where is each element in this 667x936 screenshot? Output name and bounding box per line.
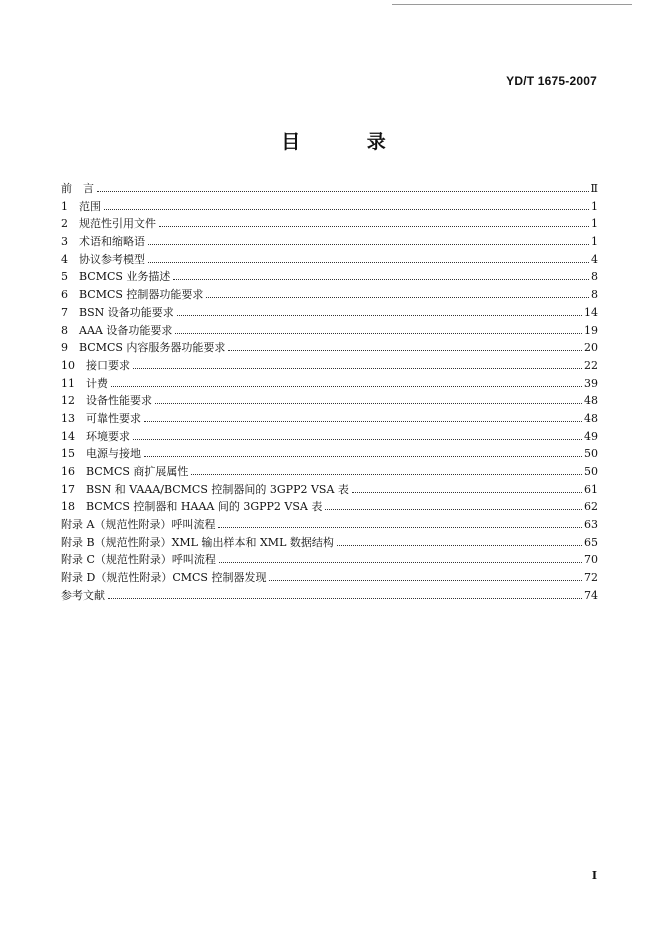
toc-dot-leader [144, 456, 582, 457]
toc-entry-label: 附录 D（规范性附录）CMCS 控制器发现 [61, 571, 267, 585]
toc-dot-leader [175, 333, 582, 334]
toc-entry[interactable] [61, 286, 598, 304]
toc-dot-leader [191, 474, 582, 475]
toc-entry-label: 10 接口要求 [61, 358, 130, 372]
toc-dot-leader [148, 244, 589, 245]
toc-entry[interactable] [61, 392, 598, 410]
toc-entry-label: 附录 A（规范性附录）呼叫流程 [61, 518, 216, 532]
toc-entry-page: Ⅱ [590, 182, 598, 195]
toc-dot-leader [148, 262, 589, 263]
toc-entry-page: 70 [584, 553, 598, 567]
toc-entry[interactable] [61, 410, 598, 428]
toc-entry[interactable] [61, 339, 598, 357]
toc-dot-leader [228, 350, 582, 351]
toc-entry-label: 13 可靠性要求 [61, 411, 141, 425]
toc-entry-page: 50 [584, 447, 598, 461]
toc-dot-leader [177, 315, 582, 316]
toc-entry[interactable] [61, 428, 598, 446]
toc-dot-leader [352, 492, 582, 493]
toc-dot-leader [206, 297, 589, 298]
toc-entry-label: 2 规范性引用文件 [61, 217, 156, 231]
toc-entry[interactable] [61, 375, 598, 393]
toc-entry-label: 11 计费 [61, 376, 108, 390]
toc-entry-label: 16 BCMCS 商扩展属性 [61, 465, 189, 478]
toc-dot-leader [111, 386, 582, 387]
toc-entry[interactable] [61, 268, 598, 286]
page-number: I [591, 869, 597, 882]
toc-dot-leader [173, 279, 589, 280]
table-of-contents [61, 180, 598, 605]
toc-entry[interactable] [61, 551, 598, 569]
toc-entry-page: 49 [584, 429, 598, 443]
toc-entry-page: 39 [584, 376, 598, 390]
toc-entry-label: 参考文献 [61, 588, 105, 602]
toc-dot-leader [97, 191, 589, 192]
toc-entry-label: 1 范围 [61, 199, 101, 213]
toc-entry[interactable] [61, 569, 598, 587]
toc-entry-page: 1 [591, 235, 598, 249]
toc-dot-leader [144, 421, 582, 422]
toc-entry-page: 22 [584, 358, 598, 372]
toc-entry-page: 63 [584, 518, 598, 532]
toc-entry-page: 62 [584, 500, 598, 514]
toc-dot-leader [133, 439, 582, 440]
toc-entry[interactable] [61, 463, 598, 481]
toc-entry-page: 8 [591, 288, 598, 302]
toc-entry[interactable] [61, 198, 598, 216]
toc-entry[interactable] [61, 304, 598, 322]
toc-entry-page: 14 [584, 305, 598, 319]
toc-entry-label: 17 BSN 和 VAAA/BCMCS 控制器间的 3GPP2 VSA 表 [61, 482, 349, 496]
toc-dot-leader [133, 368, 582, 369]
toc-entry-page: 1 [591, 199, 598, 213]
toc-entry-label: 12 设备性能要求 [61, 394, 152, 408]
toc-entry[interactable] [61, 215, 598, 233]
toc-entry-page: 65 [584, 535, 598, 549]
toc-entry-label: 附录 B（规范性附录）XML 输出样本和 XML 数据结构 [61, 535, 334, 549]
toc-entry[interactable] [61, 587, 598, 605]
toc-entry-label: 3 术语和缩略语 [61, 235, 145, 249]
toc-dot-leader [269, 580, 582, 581]
toc-entry-page: 48 [584, 394, 598, 408]
toc-dot-leader [155, 403, 582, 404]
toc-entry-label: 14 环境要求 [61, 429, 130, 443]
toc-dot-leader [219, 562, 582, 563]
toc-entry[interactable] [61, 516, 598, 534]
toc-entry-label: 18 BCMCS 控制器和 HAAA 间的 3GPP2 VSA 表 [61, 500, 323, 514]
toc-entry-label: 7 BSN 设备功能要求 [61, 305, 174, 319]
toc-entry-label: 9 BCMCS 内容服务器功能要求 [61, 341, 226, 355]
toc-entry[interactable] [61, 180, 598, 198]
toc-entry-page: 61 [584, 482, 598, 496]
page-title: 目 录 [281, 131, 416, 153]
toc-entry-page: 19 [584, 323, 598, 337]
toc-entry[interactable] [61, 322, 598, 340]
toc-entry-page: 48 [584, 411, 598, 425]
toc-entry-page: 74 [584, 588, 598, 602]
toc-dot-leader [104, 209, 589, 210]
toc-entry[interactable] [61, 251, 598, 269]
toc-entry-page: 8 [591, 270, 598, 284]
toc-entry[interactable] [61, 445, 598, 463]
toc-entry[interactable] [61, 357, 598, 375]
toc-entry[interactable] [61, 534, 598, 552]
toc-entry-page: 50 [584, 465, 598, 478]
toc-entry-page: 4 [591, 252, 598, 266]
toc-dot-leader [218, 527, 582, 528]
document-code: YD/T 1675-2007 [506, 74, 597, 88]
toc-dot-leader [108, 598, 582, 599]
toc-entry[interactable] [61, 498, 598, 516]
toc-dot-leader [325, 509, 582, 510]
toc-entry[interactable] [61, 233, 598, 251]
toc-entry-label: 8 AAA 设备功能要求 [61, 323, 173, 337]
toc-entry[interactable] [61, 481, 598, 499]
toc-entry-label: 6 BCMCS 控制器功能要求 [61, 288, 204, 302]
toc-dot-leader [337, 545, 582, 546]
top-rule [392, 4, 632, 5]
toc-entry-label: 附录 C（规范性附录）呼叫流程 [61, 553, 216, 567]
toc-entry-page: 1 [591, 217, 598, 231]
toc-entry-page: 72 [584, 571, 598, 585]
toc-entry-label: 4 协议参考模型 [61, 252, 145, 266]
toc-entry-label: 5 BCMCS 业务描述 [61, 270, 171, 284]
toc-dot-leader [159, 226, 589, 227]
toc-entry-label: 15 电源与接地 [61, 447, 141, 461]
toc-entry-label: 前 言 [61, 182, 94, 195]
toc-entry-page: 20 [584, 341, 598, 355]
